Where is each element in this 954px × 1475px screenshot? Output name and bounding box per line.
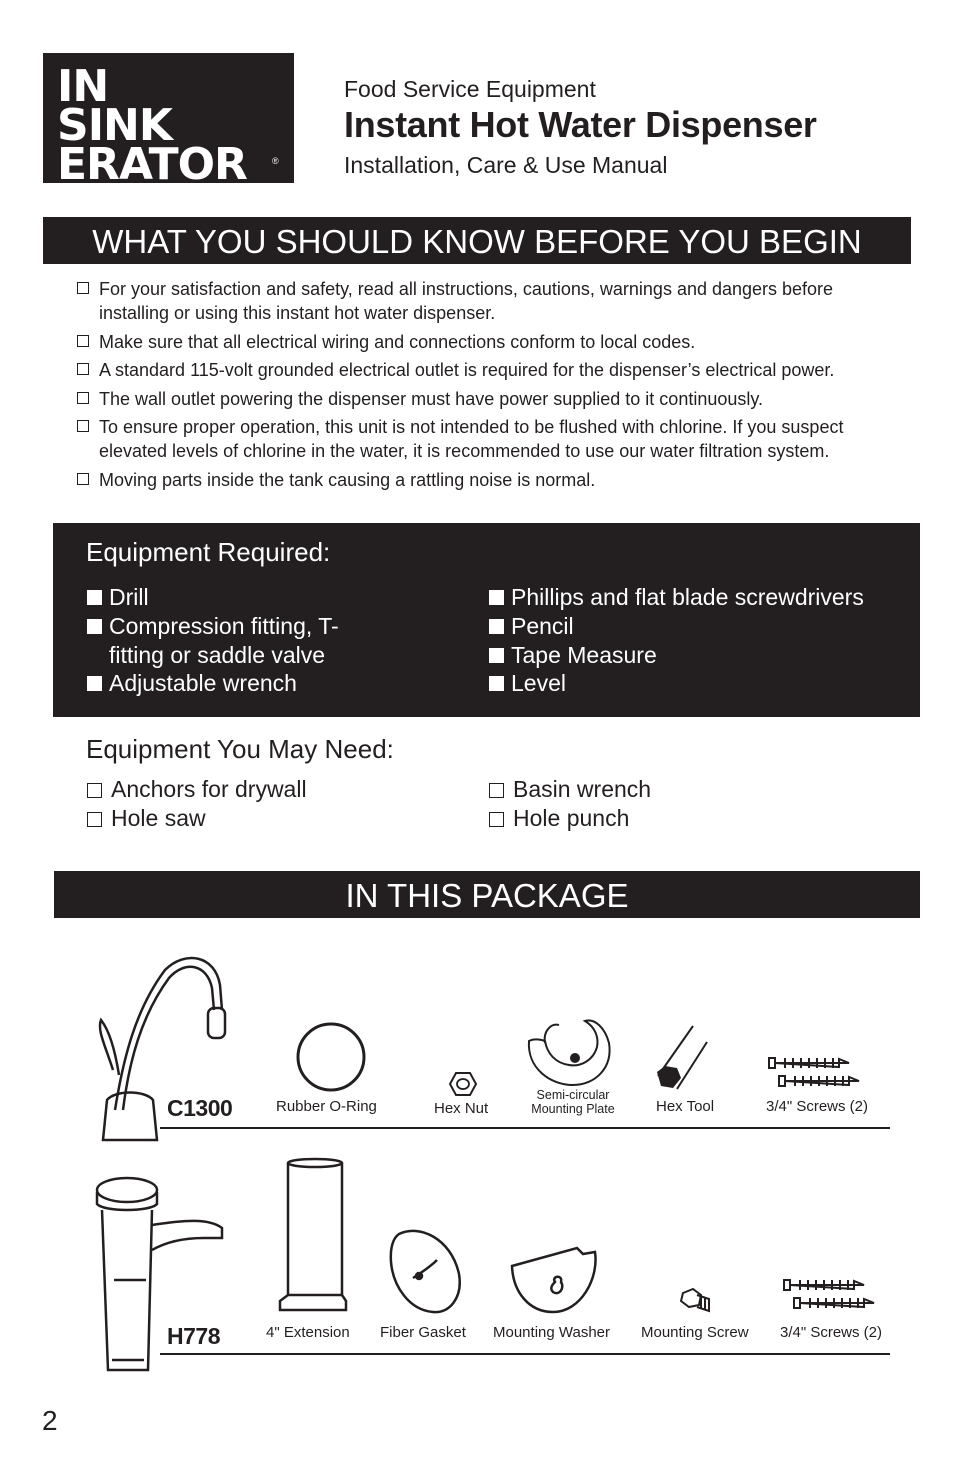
list-item xyxy=(489,669,909,698)
part-label: Hex Nut xyxy=(434,1100,489,1117)
page-number: 2 xyxy=(42,1405,58,1436)
checkbox-icon xyxy=(77,282,89,294)
list-item xyxy=(77,277,897,325)
checkbox-icon xyxy=(77,473,89,485)
hex-tool-icon xyxy=(655,1024,710,1094)
list-item-text: Drill xyxy=(109,584,149,610)
list-item-text: Basin wrench xyxy=(513,776,652,802)
bullet-square-icon xyxy=(87,590,102,605)
list-item-text: The wall outlet powering the dispenser must have power supplied to it continuously. xyxy=(99,388,764,409)
part-label xyxy=(525,1088,621,1116)
model-c1300: C1300 xyxy=(167,1095,233,1121)
fiber-gasket-icon xyxy=(389,1226,464,1316)
list-item xyxy=(87,804,467,833)
list-item-text: Pencil xyxy=(511,612,574,639)
equipment-required-right xyxy=(489,583,909,698)
list-item xyxy=(77,387,897,411)
checkbox-icon xyxy=(77,335,89,347)
checkbox-icon xyxy=(489,783,504,798)
list-item xyxy=(87,612,369,670)
checkbox-icon xyxy=(87,812,102,827)
list-item-text: Hole punch xyxy=(513,805,630,831)
list-item-text: Tape Measure xyxy=(511,641,657,668)
hex-nut-icon xyxy=(449,1071,477,1097)
list-item xyxy=(489,641,909,670)
list-item xyxy=(489,583,909,612)
registered-mark: ® xyxy=(272,156,279,166)
bullet-square-icon xyxy=(489,590,504,605)
list-item xyxy=(77,415,897,463)
semi-circular-mounting-plate-icon xyxy=(525,1013,615,1088)
checkbox-icon xyxy=(77,392,89,404)
checkbox-icon xyxy=(489,812,504,827)
insinkerator-logo xyxy=(43,53,294,190)
list-item-text: To ensure proper operation, this unit is not intended to be flushed with chlorine. If you suspect elevated levels of chlorine in the water, it is recommended to use our water filtration system. xyxy=(99,417,844,461)
list-item-text: Hole saw xyxy=(111,805,206,831)
bullet-square-icon xyxy=(489,648,504,663)
list-item xyxy=(87,669,467,698)
list-item-text: Anchors for drywall xyxy=(111,776,307,802)
logo-line-in: IN xyxy=(57,61,109,112)
list-item xyxy=(77,358,897,382)
list-item xyxy=(77,468,897,492)
part-label: 3/4" Screws (2) xyxy=(780,1324,883,1341)
list-item-text: Compression fitting, T-fitting or saddle valve xyxy=(109,612,339,668)
extension-tube-icon xyxy=(278,1155,348,1315)
part-label: Rubber O-Ring xyxy=(276,1098,377,1115)
list-item-text: Moving parts inside the tank causing a rattling noise is normal. xyxy=(99,469,596,490)
rubber-o-ring-icon xyxy=(295,1021,367,1093)
checkbox-icon xyxy=(77,363,89,375)
list-item xyxy=(489,804,869,833)
part-label: Hex Tool xyxy=(656,1098,715,1115)
list-item xyxy=(87,775,467,804)
equipment-may-need-left xyxy=(87,775,467,833)
logo-line-erator: ERATOR xyxy=(57,139,247,190)
model-h778: H778 xyxy=(167,1323,220,1349)
list-item xyxy=(489,775,869,804)
list-item xyxy=(77,330,897,354)
bullet-square-icon xyxy=(489,619,504,634)
part-label: Mounting Washer xyxy=(493,1324,610,1341)
row-divider xyxy=(160,1353,890,1355)
part-label: 4" Extension xyxy=(266,1324,350,1341)
before-you-begin-heading: WHAT YOU SHOULD KNOW BEFORE YOU BEGIN xyxy=(43,217,911,264)
page-title: Instant Hot Water Dispenser xyxy=(344,104,817,145)
bullet-square-icon xyxy=(87,619,102,634)
mounting-washer-icon xyxy=(509,1246,599,1316)
header-category: Food Service Equipment xyxy=(344,76,596,102)
bullet-square-icon xyxy=(87,676,102,691)
list-item xyxy=(87,583,467,612)
list-item-text: For your satisfaction and safety, read all instructions, cautions, warnings and dangers before installing or using this instant hot water dispenser. xyxy=(99,279,834,323)
list-item-text: Level xyxy=(511,670,566,697)
header-subtitle: Installation, Care & Use Manual xyxy=(344,152,668,178)
mounting-screw-icon xyxy=(679,1287,713,1315)
in-this-package-heading: IN THIS PACKAGE xyxy=(54,871,920,918)
list-item-text: Phillips and flat blade screwdrivers xyxy=(511,584,864,610)
list-item-text: Adjustable wrench xyxy=(109,670,297,697)
equipment-required-panel xyxy=(53,523,920,717)
part-label-text: Semi-circular Mounting Plate xyxy=(531,1088,615,1116)
row-divider xyxy=(160,1127,890,1129)
part-label: 3/4" Screws (2) xyxy=(766,1098,869,1115)
equipment-required-heading: Equipment Required: xyxy=(86,537,331,567)
before-you-begin-list xyxy=(77,277,897,496)
part-label: Fiber Gasket xyxy=(380,1324,466,1341)
screws-icon xyxy=(782,1276,877,1312)
bullet-square-icon xyxy=(489,676,504,691)
part-label: Mounting Screw xyxy=(641,1324,749,1341)
equipment-may-need-heading: Equipment You May Need: xyxy=(86,734,394,764)
list-item-text: Make sure that all electrical wiring and connections conform to local codes. xyxy=(99,331,696,352)
checkbox-icon xyxy=(77,420,89,432)
logo-line-sink: SINK xyxy=(57,100,172,151)
equipment-required-left xyxy=(87,583,467,698)
list-item-text: A standard 115-volt grounded electrical outlet is required for the dispenser’s electrical power. xyxy=(99,360,835,380)
checkbox-icon xyxy=(87,783,102,798)
list-item xyxy=(489,612,909,641)
screws-icon xyxy=(767,1054,862,1090)
equipment-may-need-right xyxy=(489,775,869,833)
